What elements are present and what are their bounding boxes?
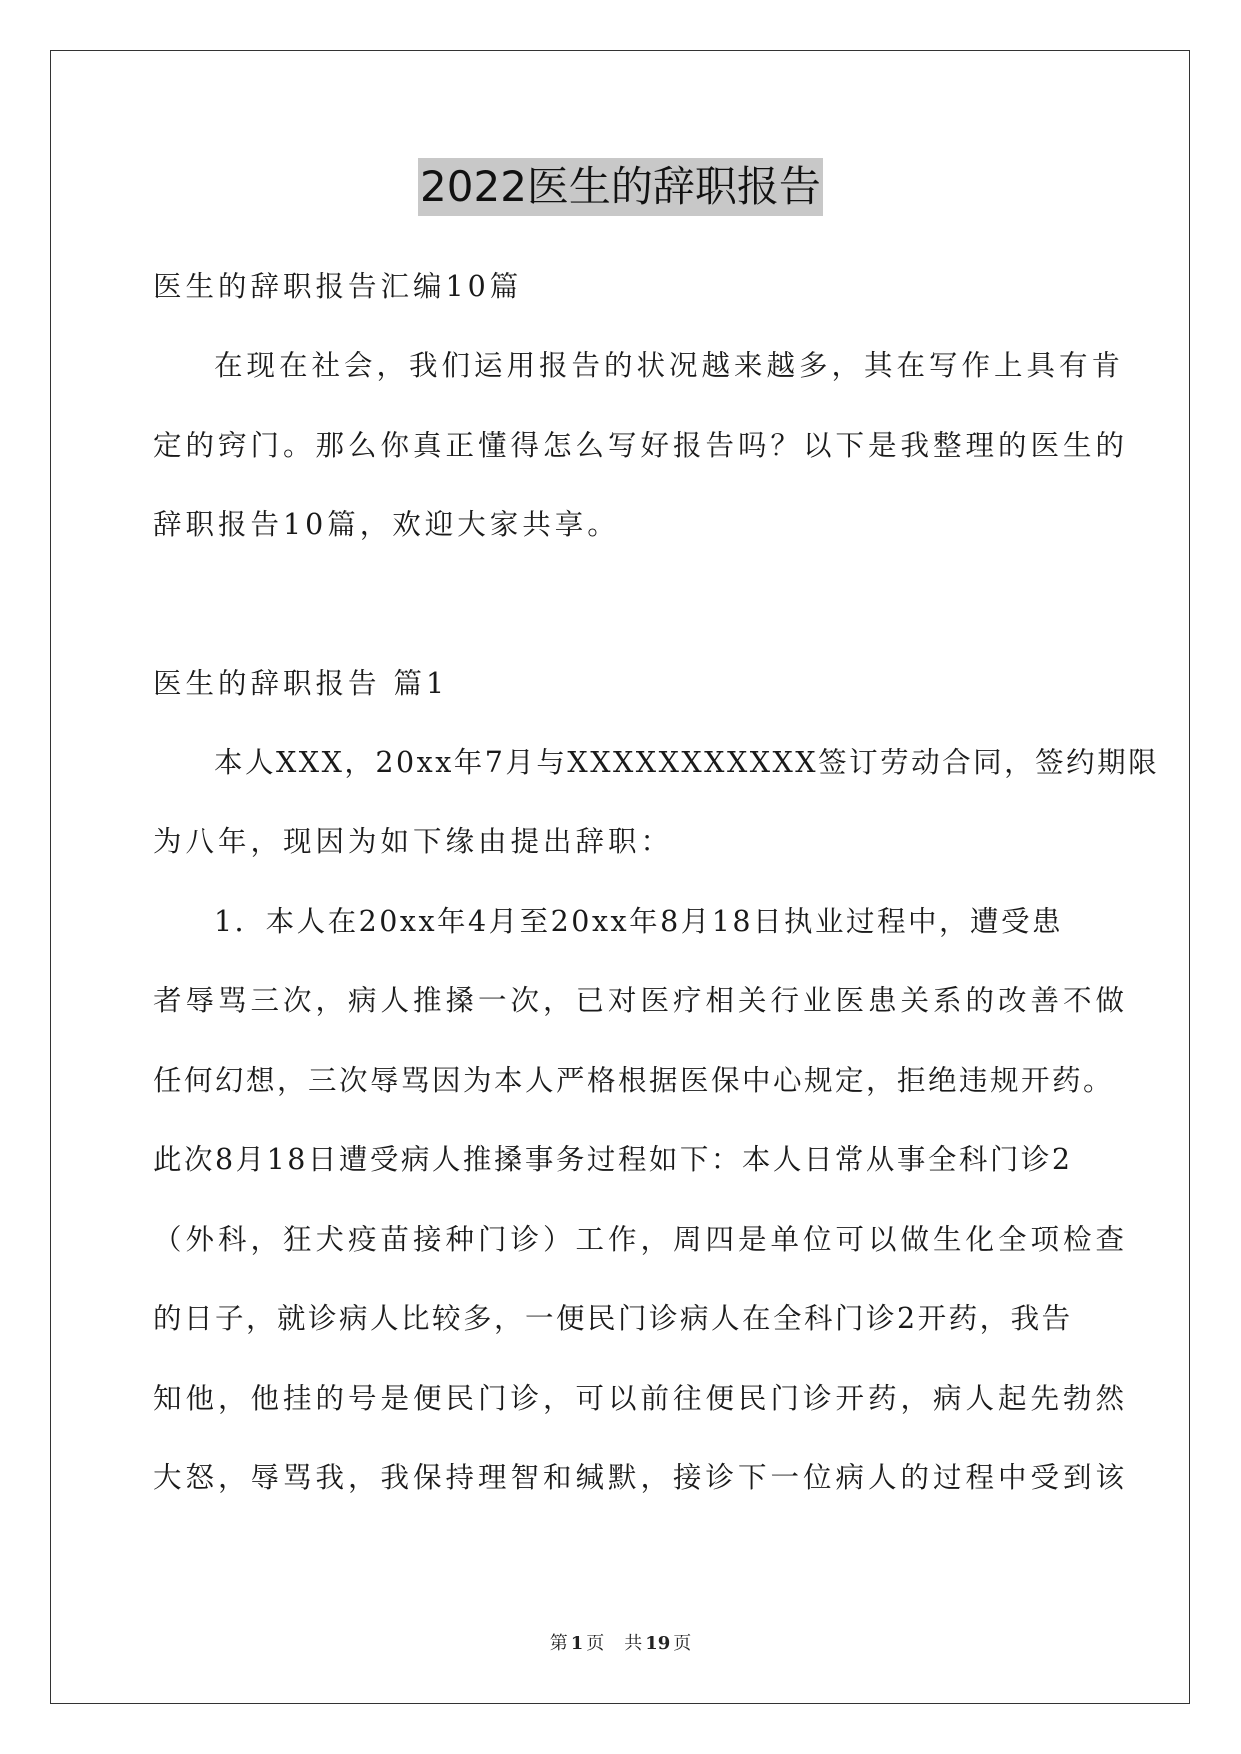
page-unit: 页 bbox=[586, 1633, 605, 1654]
paragraph-line: 1．本人在20xx年4月至20xx年8月18日执业过程中，遭受患 bbox=[214, 905, 1063, 938]
paragraph-line: 为八年，现因为如下缘由提出辞职： bbox=[153, 825, 674, 858]
paragraph-line: 任何幻想，三次辱骂因为本人严格根据医保中心规定，拒绝违规开药。 bbox=[153, 1064, 1115, 1097]
title-container bbox=[0, 158, 1241, 216]
paragraph-line: 的日子，就诊病人比较多，一便民门诊病人在全科门诊2开药，我告 bbox=[153, 1302, 1073, 1335]
page-current: 1 bbox=[570, 1633, 584, 1654]
page-prefix: 第 bbox=[549, 1633, 568, 1654]
total-unit: 页 bbox=[673, 1633, 692, 1654]
subtitle: 医生的辞职报告汇编10篇 bbox=[153, 270, 523, 303]
section-heading: 医生的辞职报告 篇1 bbox=[153, 667, 449, 700]
paragraph-line: （外科，狂犬疫苗接种门诊）工作，周四是单位可以做生化全项检查 bbox=[153, 1223, 1129, 1256]
paragraph-line: 大怒，辱骂我，我保持理智和缄默，接诊下一位病人的过程中受到该 bbox=[153, 1461, 1129, 1494]
paragraph-line: 此次8月18日遭受病人推搡事务过程如下：本人日常从事全科门诊2 bbox=[153, 1143, 1073, 1176]
page-footer bbox=[0, 1632, 1241, 1656]
total-prefix: 共 bbox=[624, 1633, 643, 1654]
paragraph-line: 者辱骂三次，病人推搡一次，已对医疗相关行业医患关系的改善不做 bbox=[153, 984, 1129, 1017]
intro-line: 辞职报告10篇，欢迎大家共享。 bbox=[153, 508, 620, 541]
intro-line: 在现在社会，我们运用报告的状况越来越多，其在写作上具有肯 bbox=[214, 349, 1125, 382]
intro-line: 定的窍门。那么你真正懂得怎么写好报告吗？以下是我整理的医生的 bbox=[153, 429, 1129, 462]
page-total: 19 bbox=[645, 1633, 671, 1654]
paragraph-line: 本人XXX，20xx年7月与XXXXXXXXXXX签订劳动合同，签约期限 bbox=[214, 746, 1160, 779]
paragraph-line: 知他，他挂的号是便民门诊，可以前往便民门诊开药，病人起先勃然 bbox=[153, 1382, 1129, 1415]
document-title: 2022医生的辞职报告 bbox=[418, 158, 823, 216]
